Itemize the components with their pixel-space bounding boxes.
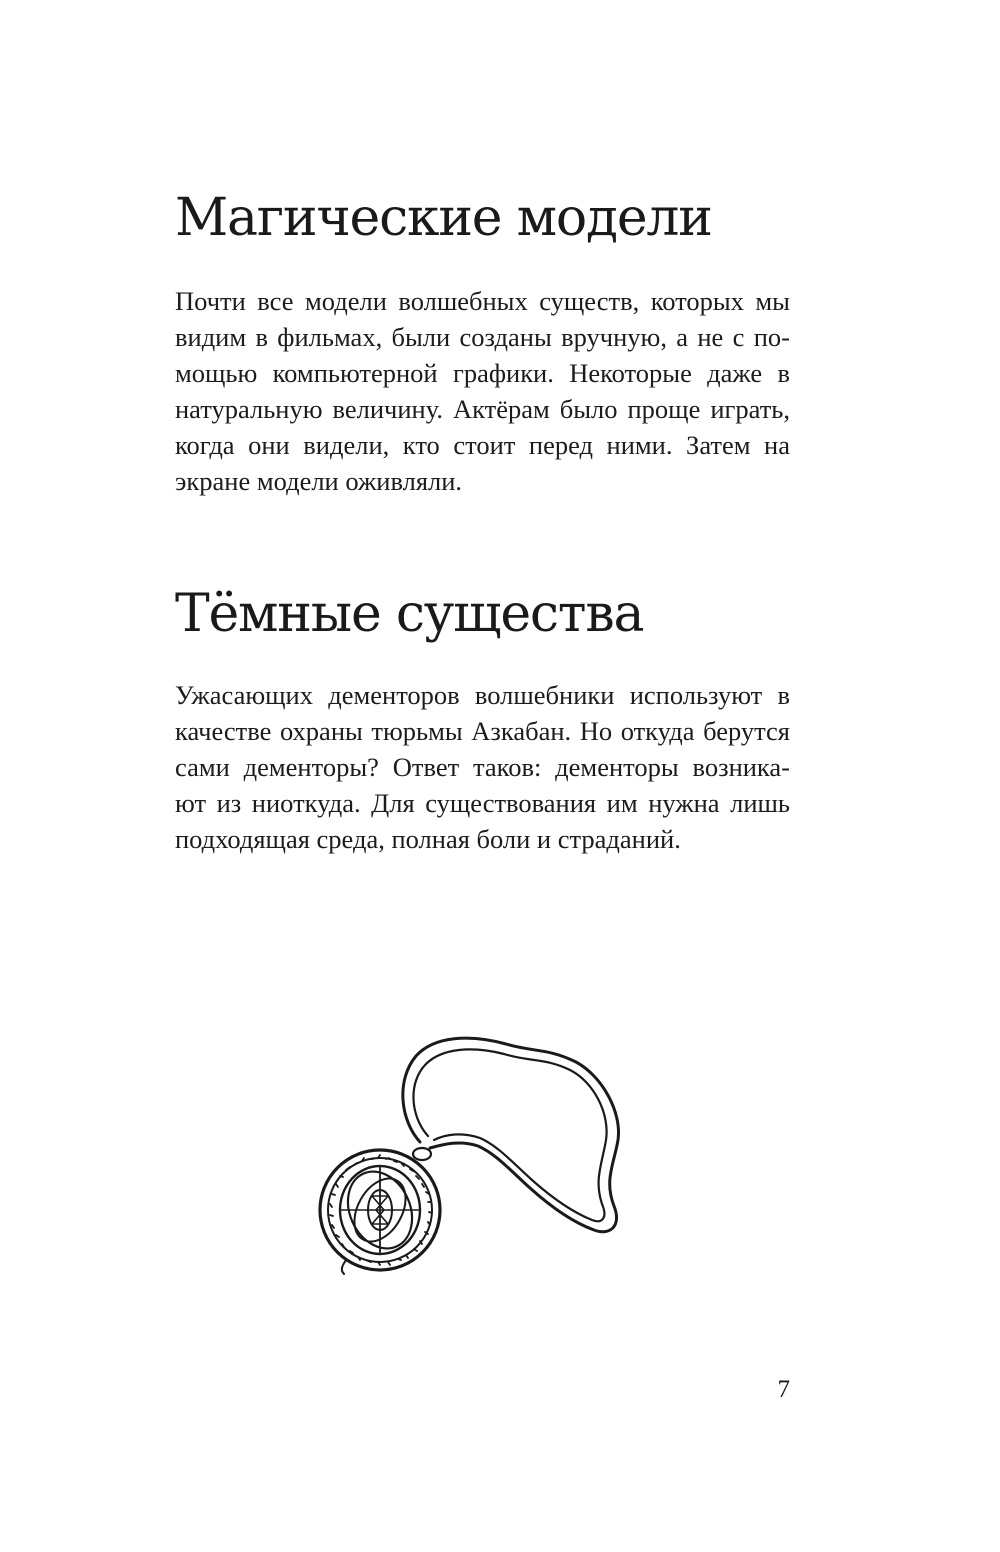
section-heading-magic-models: Магические модели xyxy=(175,188,712,248)
paragraph-line: ют из ниоткуда. Для существования им нужна лишь xyxy=(175,788,790,818)
section-paragraph-magic-models xyxy=(175,283,790,499)
paragraph-line: когда они видели, кто стоит перед ними. Затем на xyxy=(175,430,790,460)
paragraph-line: подходящая среда, полная боли и страданий. xyxy=(175,824,681,854)
paragraph-line: Ужасающих дементоров волшебники используют в xyxy=(175,680,790,710)
page-number: 7 xyxy=(777,1376,790,1403)
paragraph-line: экране модели оживляли. xyxy=(175,466,463,496)
paragraph-line: качестве охраны тюрьмы Азкабан. Но откуда берутся xyxy=(175,716,790,746)
paragraph-line: мощью компьютерной графики. Некоторые даже в xyxy=(175,358,790,388)
section-heading-dark-creatures: Тёмные существа xyxy=(175,584,644,644)
time-turner-pendant-icon xyxy=(310,1020,640,1290)
paragraph-line: натуральную величину. Актёрам было проще играть, xyxy=(175,394,790,424)
paragraph-line: видим в фильмах, были созданы вручную, а не с по- xyxy=(175,322,790,352)
paragraph-line: Почти все модели волшебных существ, которых мы xyxy=(175,286,790,316)
section-paragraph-dark-creatures xyxy=(175,677,790,857)
paragraph-line: сами дементоры? Ответ таков: дементоры возника- xyxy=(175,752,790,782)
